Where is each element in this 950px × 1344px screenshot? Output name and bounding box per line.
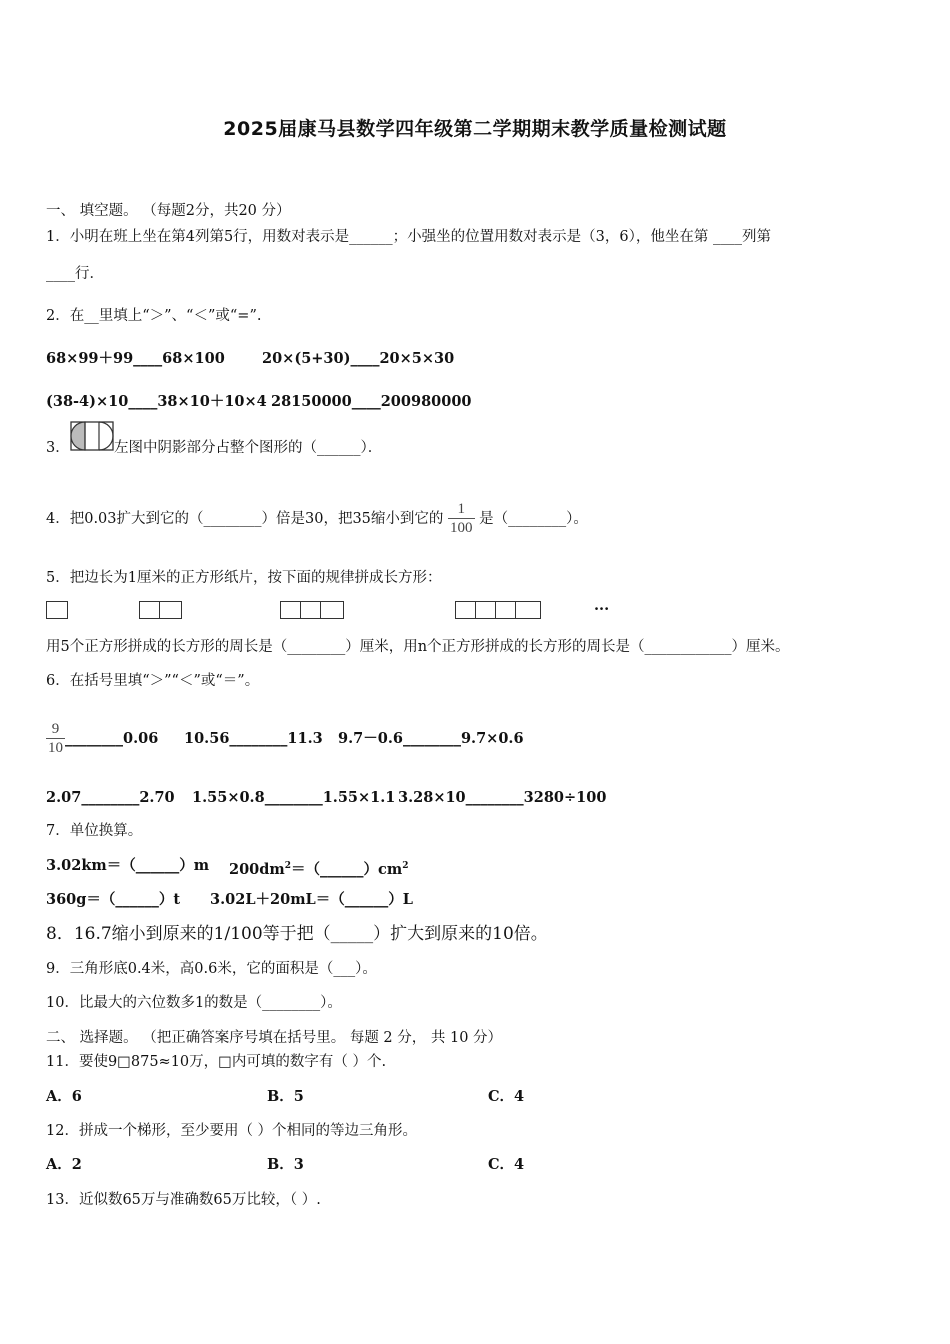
q2-item-d: 28150000____200980000 — [271, 393, 472, 410]
q12-option-c: C．4 — [488, 1156, 525, 1173]
q11-text: 11．要使9□875≈10万，□内可填的数字有（ ）个. — [46, 1054, 387, 1070]
q6-r2c: 3.28×10________3280÷100 — [398, 789, 607, 806]
q11-option-b: B．5 — [267, 1088, 304, 1105]
q5-rect-2 — [139, 601, 182, 619]
q2-item-c: (38-4)×10____38×10＋10×4 — [46, 393, 267, 410]
q7-b-mid: ＝（______）cm — [291, 860, 403, 878]
q6-stem: 6．在括号里填“＞”“＜”或“＝”。 — [46, 673, 260, 689]
q2-stem: 2．在__里填上“＞”、“＜”或“=”. — [46, 308, 262, 324]
q1-line1: 1．小明在班上坐在第4列第5行，用数对表示是______；小强坐的位置用数对表示是（3，6），他坐在第 ____列第 — [46, 229, 771, 245]
q13-text: 13．近似数65万与准确数65万比较，（ ）. — [46, 1192, 321, 1208]
q1-line2: ____行． — [46, 266, 104, 282]
q7-d: 3.02L＋20mL＝（______）L — [210, 891, 413, 908]
q9-text: 9．三角形底0.4米，高0.6米，它的面积是（___）。 — [46, 961, 377, 977]
q6-fraction — [46, 721, 65, 757]
q7-b-sup: 2 — [284, 861, 292, 871]
q4-pre: 4．把0.03扩大到它的（________）倍是30，把35缩小到它的 — [46, 511, 444, 527]
q5-rect-3 — [280, 601, 344, 619]
q5-dots: ··· — [594, 601, 610, 618]
section-2-header: 二、 选择题。 （把正确答案序号填在括号里。 每题 2 分， 共 10 分） — [46, 1030, 503, 1046]
q6-r2b: 1.55×0.8________1.55×1.1 — [192, 789, 396, 806]
q4-fraction — [448, 501, 475, 537]
q6-r2a: 2.07________2.70 — [46, 789, 175, 806]
q7-stem: 7．单位换算。 — [46, 823, 143, 839]
q5-rect-1 — [46, 601, 68, 619]
q7-b-sup2: 2 — [402, 861, 409, 871]
page-title: 2025届康马县数学四年级第二学期期末教学质量检测试题 — [223, 118, 727, 140]
q4-post: 是（________）。 — [479, 511, 588, 527]
q6-r1c: 9.7－0.6________9.7×0.6 — [338, 730, 524, 747]
q6-row-1 — [46, 703, 158, 775]
q4-fraction-num: 1 — [457, 501, 466, 517]
q6-r1a: ________0.06 — [65, 730, 159, 747]
q2-item-b: 20×(5+30)____20×5×30 — [262, 350, 455, 367]
q12-text: 12．拼成一个梯形，至少要用（ ）个相同的等边三角形。 — [46, 1123, 418, 1139]
section-1-header: 一、 填空题。 （每题2分，共20 分） — [46, 203, 291, 219]
q5-stem: 5．把边长为1厘米的正方形纸片，按下面的规律拼成长方形： — [46, 570, 442, 586]
q12-option-b: B．3 — [267, 1156, 304, 1173]
q7-b-pre: 200dm — [229, 860, 285, 878]
q7-b — [229, 856, 408, 880]
q8-text: 8．16.7缩小到原来的1/100等于把（_____）扩大到原来的10倍。 — [46, 924, 548, 944]
q3-prefix: 3． — [46, 440, 70, 456]
q6-fraction-num: 9 — [51, 721, 60, 737]
q11-option-a: A．6 — [46, 1088, 82, 1105]
q6-fraction-den: 10 — [48, 740, 63, 756]
q4-fraction-den: 100 — [450, 520, 473, 536]
q4-line — [46, 492, 588, 546]
q11-option-c: C．4 — [488, 1088, 525, 1105]
q3-text: 左图中阴影部分占整个图形的（______）． — [114, 440, 383, 456]
q12-option-a: A．2 — [46, 1156, 82, 1173]
q10-text: 10．比最大的六位数多1的数是（________）。 — [46, 995, 342, 1011]
q3-shaded-figure — [70, 421, 114, 451]
q7-c: 360g＝（______）t — [46, 891, 181, 908]
q5-answer: 用5个正方形拼成的长方形的周长是（________）厘米，用n个正方形拼成的长方形的周长是（____________）厘米。 — [46, 639, 790, 655]
q5-rect-4 — [455, 601, 541, 619]
q6-r1b: 10.56________11.3 — [184, 730, 323, 747]
q2-item-a: 68×99＋99____68×100 — [46, 350, 225, 367]
q7-a: 3.02km＝（______）m — [46, 857, 210, 874]
